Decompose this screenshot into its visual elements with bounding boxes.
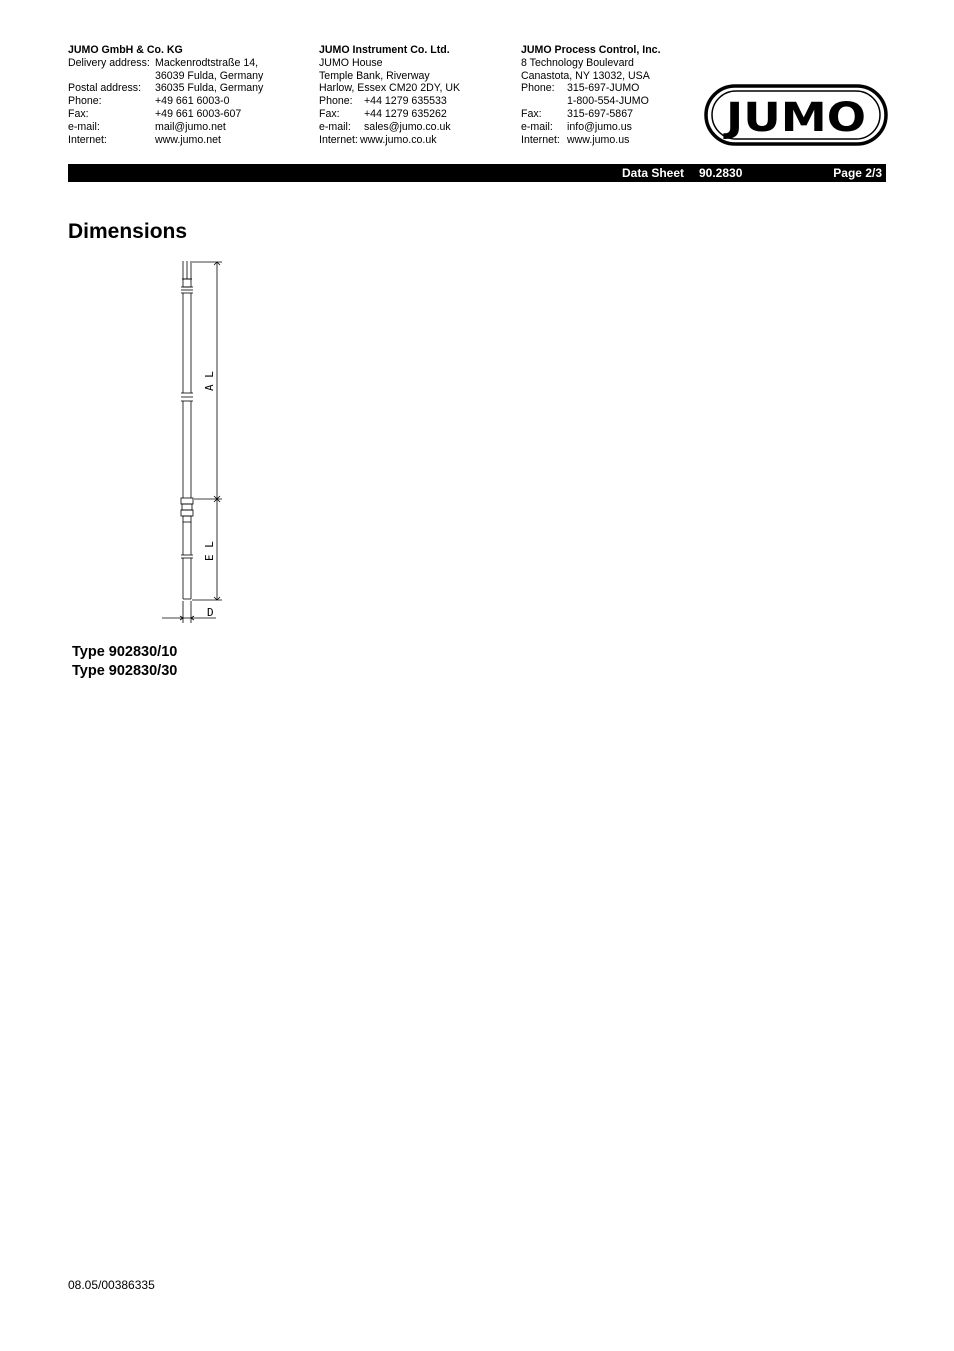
address-line: Postal address: 36035 Fulda, Germany (68, 82, 264, 95)
address-line: Harlow, Essex CM20 2DY, UK (319, 82, 461, 95)
address-jumo-process-control (521, 44, 661, 146)
address-jumo-instrument (319, 44, 460, 146)
header-bar (68, 164, 886, 182)
address-line: 8 Technology Boulevard (521, 56, 634, 69)
company-name: JUMO Process Control, Inc. (521, 44, 661, 56)
address-jumo-gmbh (68, 44, 263, 146)
dimension-drawing (150, 255, 230, 630)
d-label: D (207, 606, 214, 619)
email-line: e-mail: info@jumo.us (521, 120, 632, 133)
logo-text: JUMO (722, 95, 866, 141)
phone-line: 1-800-554-JUMO (567, 95, 649, 108)
jumo-logo (704, 84, 888, 146)
type-item: Type 902830/10 (72, 644, 178, 660)
el-label: E L (203, 541, 216, 561)
address-line: Temple Bank, Riverway (319, 69, 430, 82)
type-item: Type 902830/30 (72, 663, 178, 679)
page-number: Page 2/3 (833, 166, 882, 180)
al-label: A L (203, 371, 216, 391)
phone-line: Phone: +44 1279 635533 (319, 95, 447, 108)
address-line: 36039 Fulda, Germany (155, 69, 264, 82)
address-line: Delivery address: Mackenrodtstraße 14, (68, 56, 259, 69)
email-line: e-mail: mail@jumo.net (68, 120, 226, 133)
address-line: JUMO House (319, 56, 383, 69)
fax-line: Fax: +49 661 6003-607 (68, 107, 242, 120)
type-list (72, 643, 177, 681)
phone-line: Phone: 315-697-JUMO (521, 82, 640, 95)
datasheet-number: 90.2830 (699, 166, 743, 180)
address-line: Canastota, NY 13032, USA (521, 69, 650, 82)
internet-line: Internet: www.jumo.co.uk (319, 133, 437, 146)
internet-line: Internet: www.jumo.net (68, 133, 221, 146)
fax-line: Fax: 315-697-5867 (521, 107, 633, 120)
phone-line: Phone: +49 661 6003-0 (68, 95, 230, 108)
company-name: JUMO Instrument Co. Ltd. (319, 44, 450, 56)
fax-line: Fax: +44 1279 635262 (319, 107, 447, 120)
section-title: Dimensions (68, 220, 188, 243)
datasheet-label: Data Sheet (622, 166, 685, 180)
internet-line: Internet: www.jumo.us (521, 133, 630, 146)
footer-code: 08.05/00386335 (68, 1278, 155, 1292)
email-line: e-mail: sales@jumo.co.uk (319, 120, 451, 133)
company-name: JUMO GmbH & Co. KG (68, 44, 183, 56)
